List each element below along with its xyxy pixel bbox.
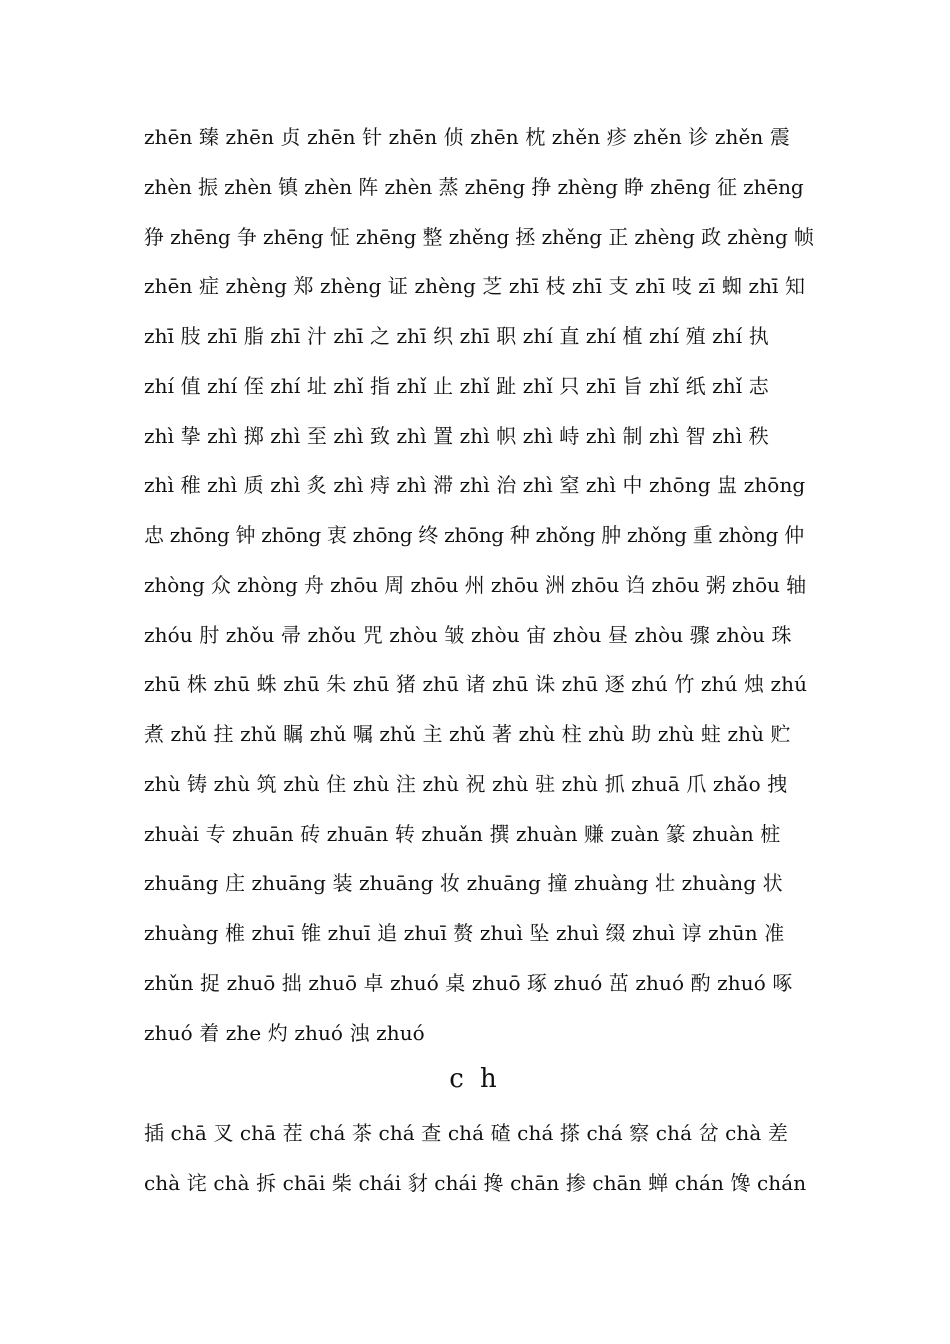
text-line: zhóu 肘 zhǒu 帚 zhǒu 咒 zhòu 皱 zhòu 宙 zhòu 昼 zhòu 骤 zhòu 珠 — [144, 623, 792, 647]
text-line: zhēn 臻 zhēn 贞 zhēn 针 zhēn 侦 zhēn 枕 zhěn 疹 zhěn 诊 zhěn 震 — [144, 125, 790, 149]
text-line: zhèn 振 zhèn 镇 zhèn 阵 zhèn 蒸 zhēng 挣 zhèng 睁 zhēng 征 zhēng — [144, 175, 804, 199]
text-line: zhuàng 椎 zhuī 锥 zhuī 追 zhuī 赘 zhuì 坠 zhuì 缀 zhuì 谆 zhūn 准 — [144, 921, 785, 945]
text-line: 狰 zhēng 争 zhēng 怔 zhēng 整 zhěng 拯 zhěng 正 zhèng 政 zhèng 帧 — [144, 225, 814, 249]
text-line: zhuài 专 zhuān 砖 zhuān 转 zhuǎn 撰 zhuàn 赚 zuàn 篆 zhuàn 桩 — [144, 822, 781, 846]
text-line: 插 chā 叉 chā 茬 chá 茶 chá 查 chá 碴 chá 搽 chá 察 chá 岔 chà 差 — [144, 1121, 788, 1145]
text-line: zhū 株 zhū 蛛 zhū 朱 zhū 猪 zhū 诸 zhū 诛 zhū 逐 zhú 竹 zhú 烛 zhú — [144, 672, 808, 696]
text-line: zhòng 众 zhòng 舟 zhōu 周 zhōu 州 zhōu 洲 zhōu 诌 zhōu 粥 zhōu 轴 — [144, 573, 806, 597]
text-line: zhù 铸 zhù 筑 zhù 住 zhù 注 zhù 祝 zhù 驻 zhù 抓 zhuā 爪 zhǎo 拽 — [144, 772, 788, 796]
text-line: zhǔn 捉 zhuō 拙 zhuō 卓 zhuó 桌 zhuō 琢 zhuó 茁 zhuó 酌 zhuó 啄 — [144, 971, 793, 995]
text-line: zhuāng 庄 zhuāng 装 zhuāng 妆 zhuāng 撞 zhuàng 壮 zhuàng 状 — [144, 871, 783, 895]
text-line: zhēn 症 zhèng 郑 zhèng 证 zhèng 芝 zhī 枝 zhī 支 zhī 吱 zī 蜘 zhī 知 — [144, 274, 806, 298]
text-line: zhuó 着 zhe 灼 zhuó 浊 zhuó — [144, 1021, 425, 1045]
text-line: zhì 挚 zhì 掷 zhì 至 zhì 致 zhì 置 zhì 帜 zhì 峙 zhì 制 zhì 智 zhì 秩 — [144, 424, 769, 448]
text-line: zhí 值 zhí 侄 zhí 址 zhǐ 指 zhǐ 止 zhǐ 趾 zhǐ 只 zhī 旨 zhǐ 纸 zhǐ 志 — [144, 374, 769, 398]
text-line: 忠 zhōng 钟 zhōng 衷 zhōng 终 zhōng 种 zhǒng 肿 zhǒng 重 zhòng 仲 — [144, 523, 804, 547]
text-line: zhī 肢 zhī 脂 zhī 汁 zhī 之 zhī 织 zhī 职 zhí 直 zhí 植 zhí 殖 zhí 执 — [144, 324, 769, 348]
text-line: zhì 稚 zhì 质 zhì 炙 zhì 痔 zhì 滞 zhì 治 zhì 窒 zhì 中 zhōng 盅 zhōng — [144, 473, 806, 497]
text-line: 煮 zhǔ 拄 zhǔ 瞩 zhǔ 嘱 zhǔ 主 zhǔ 著 zhù 柱 zhù 助 zhù 蛀 zhù 贮 — [144, 722, 791, 746]
section-heading: c h — [449, 1064, 501, 1094]
text-line: chà 诧 chà 拆 chāi 柴 chái 豺 chái 搀 chān 掺 chān 蝉 chán 馋 chán — [144, 1171, 807, 1195]
